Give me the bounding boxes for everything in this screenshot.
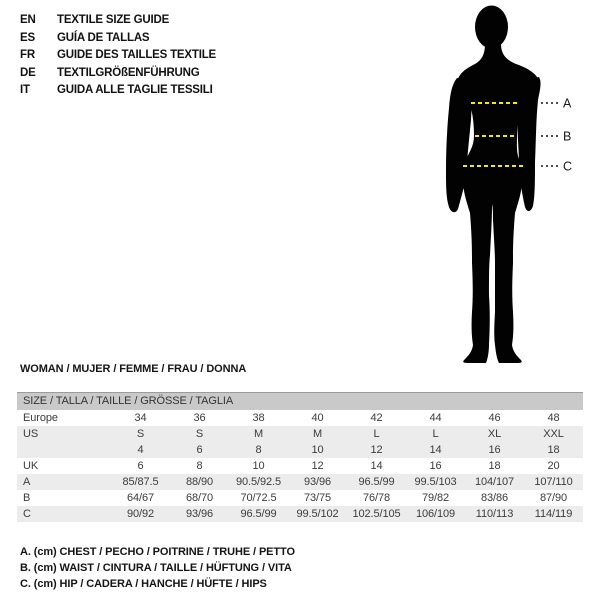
lang-title: TEXTILGRÖßENFÜHRUNG bbox=[57, 66, 200, 79]
table-row-us bbox=[17, 426, 583, 442]
measurement-legend bbox=[20, 544, 295, 593]
legend-chest: A. (cm) CHEST / PECHO / POITRINE / TRUHE / PETTO bbox=[20, 546, 295, 558]
lang-code: FR bbox=[20, 49, 35, 61]
lang-code: IT bbox=[20, 84, 30, 96]
size-cell: 106/109 bbox=[415, 508, 456, 520]
size-cell: 40 bbox=[311, 412, 324, 424]
size-cell: 48 bbox=[547, 412, 560, 424]
size-cell: XL bbox=[487, 428, 502, 440]
size-cell: 8 bbox=[196, 460, 203, 472]
size-cell: 6 bbox=[137, 460, 144, 472]
silhouette-head bbox=[475, 6, 508, 49]
size-cell: 34 bbox=[134, 412, 147, 424]
size-cell: 8 bbox=[255, 444, 262, 456]
size-cell: 4 bbox=[137, 444, 144, 456]
size-cell: XXL bbox=[543, 428, 564, 440]
size-cell: 18 bbox=[488, 460, 501, 472]
size-cell: 99.5/103 bbox=[414, 476, 457, 488]
size-cell: S bbox=[136, 428, 145, 440]
size-cell: 110/113 bbox=[475, 508, 514, 520]
size-cell: 73/75 bbox=[303, 492, 332, 504]
legend-waist: B. (cm) WAIST / CINTURA / TAILLE / HÜFTUNG / VITA bbox=[20, 562, 292, 575]
row-label-cell: Europe bbox=[23, 412, 58, 424]
size-cell: 93/96 bbox=[185, 508, 214, 520]
lang-row-de bbox=[20, 65, 216, 83]
size-cell: L bbox=[432, 428, 439, 440]
measurement-figure bbox=[400, 0, 600, 380]
size-cell: 44 bbox=[429, 412, 442, 424]
lang-title: TEXTILE SIZE GUIDE bbox=[57, 14, 170, 26]
size-cell: 102.5/105 bbox=[352, 508, 401, 520]
size-cell: 114/119 bbox=[534, 508, 573, 520]
size-cell: 20 bbox=[547, 460, 560, 472]
size-cell: M bbox=[253, 428, 264, 440]
size-cell: 88/90 bbox=[185, 476, 214, 488]
figure-label-a: A bbox=[563, 96, 572, 111]
size-cell: 14 bbox=[429, 444, 442, 456]
table-row-hip-c bbox=[17, 506, 583, 522]
table-row-chest-a bbox=[17, 474, 583, 490]
table-row-us-numeric bbox=[17, 442, 583, 458]
size-cell: 46 bbox=[488, 412, 501, 424]
row-label-cell: A bbox=[23, 476, 31, 488]
lang-row-it bbox=[20, 82, 216, 100]
lang-title: GUÍA DE TALLAS bbox=[57, 31, 150, 44]
lang-row-es bbox=[20, 30, 216, 48]
size-cell: 16 bbox=[488, 444, 501, 456]
size-cell: 90.5/92.5 bbox=[236, 476, 281, 488]
size-cell: 14 bbox=[370, 460, 383, 472]
size-cell: 79/82 bbox=[421, 492, 450, 504]
size-cell: 6 bbox=[196, 444, 203, 456]
size-table bbox=[17, 392, 583, 522]
size-cell: 96.5/99 bbox=[358, 476, 395, 488]
size-cell: 64/67 bbox=[126, 492, 155, 504]
row-label-cell: US bbox=[23, 428, 39, 440]
woman-silhouette-svg bbox=[400, 0, 600, 380]
lang-code: DE bbox=[20, 66, 36, 79]
size-table-grid bbox=[17, 410, 583, 522]
lang-title: GUIDA ALLE TAGLIE TESSILI bbox=[57, 84, 213, 96]
figure-label-b: B bbox=[563, 129, 572, 144]
size-cell: 70/72.5 bbox=[240, 492, 277, 504]
size-cell: 83/86 bbox=[480, 492, 509, 504]
size-cell: 36 bbox=[193, 412, 206, 424]
figure-label-c: C bbox=[563, 159, 573, 174]
size-cell: 93/96 bbox=[303, 476, 332, 488]
row-label-cell: B bbox=[23, 492, 31, 504]
lang-row-en bbox=[20, 12, 216, 30]
lang-title: GUIDE DES TAILLES TEXTILE bbox=[57, 49, 216, 61]
size-cell: 12 bbox=[311, 460, 324, 472]
size-cell: L bbox=[373, 428, 380, 440]
size-table-header-bar: SIZE / TALLA / TAILLE / GRÖSSE / TAGLIA bbox=[17, 392, 583, 410]
size-cell: 16 bbox=[429, 460, 442, 472]
size-cell: 87/90 bbox=[539, 492, 568, 504]
size-cell: 12 bbox=[370, 444, 383, 456]
size-cell: 10 bbox=[311, 444, 324, 456]
table-row-uk bbox=[17, 458, 583, 474]
table-row-europe bbox=[17, 410, 583, 426]
size-cell: 85/87.5 bbox=[122, 476, 159, 488]
row-label-cell: UK bbox=[23, 460, 39, 472]
lang-code: EN bbox=[20, 14, 36, 26]
lang-row-fr bbox=[20, 47, 216, 65]
size-cell: 76/78 bbox=[362, 492, 391, 504]
lang-code: ES bbox=[20, 31, 35, 44]
size-cell: 99.5/102 bbox=[296, 508, 339, 520]
size-cell: 107/110 bbox=[534, 476, 573, 488]
legend-hip: C. (cm) HIP / CADERA / HANCHE / HÜFTE / HIPS bbox=[20, 578, 267, 591]
size-cell: 18 bbox=[547, 444, 560, 456]
size-cell: 90/92 bbox=[126, 508, 155, 520]
size-cell: S bbox=[195, 428, 204, 440]
table-row-waist-b bbox=[17, 490, 583, 506]
size-cell: 10 bbox=[252, 460, 265, 472]
woman-section-heading: WOMAN / MUJER / FEMME / FRAU / DONNA bbox=[20, 363, 247, 375]
size-cell: 68/70 bbox=[185, 492, 214, 504]
size-cell: M bbox=[312, 428, 323, 440]
size-cell: 104/107 bbox=[474, 476, 515, 488]
size-cell: 38 bbox=[252, 412, 265, 424]
row-label-cell: C bbox=[23, 508, 31, 520]
size-cell: 96.5/99 bbox=[240, 508, 277, 520]
language-title-list bbox=[20, 12, 216, 100]
size-cell: 42 bbox=[370, 412, 383, 424]
row-label-cell bbox=[17, 442, 111, 458]
